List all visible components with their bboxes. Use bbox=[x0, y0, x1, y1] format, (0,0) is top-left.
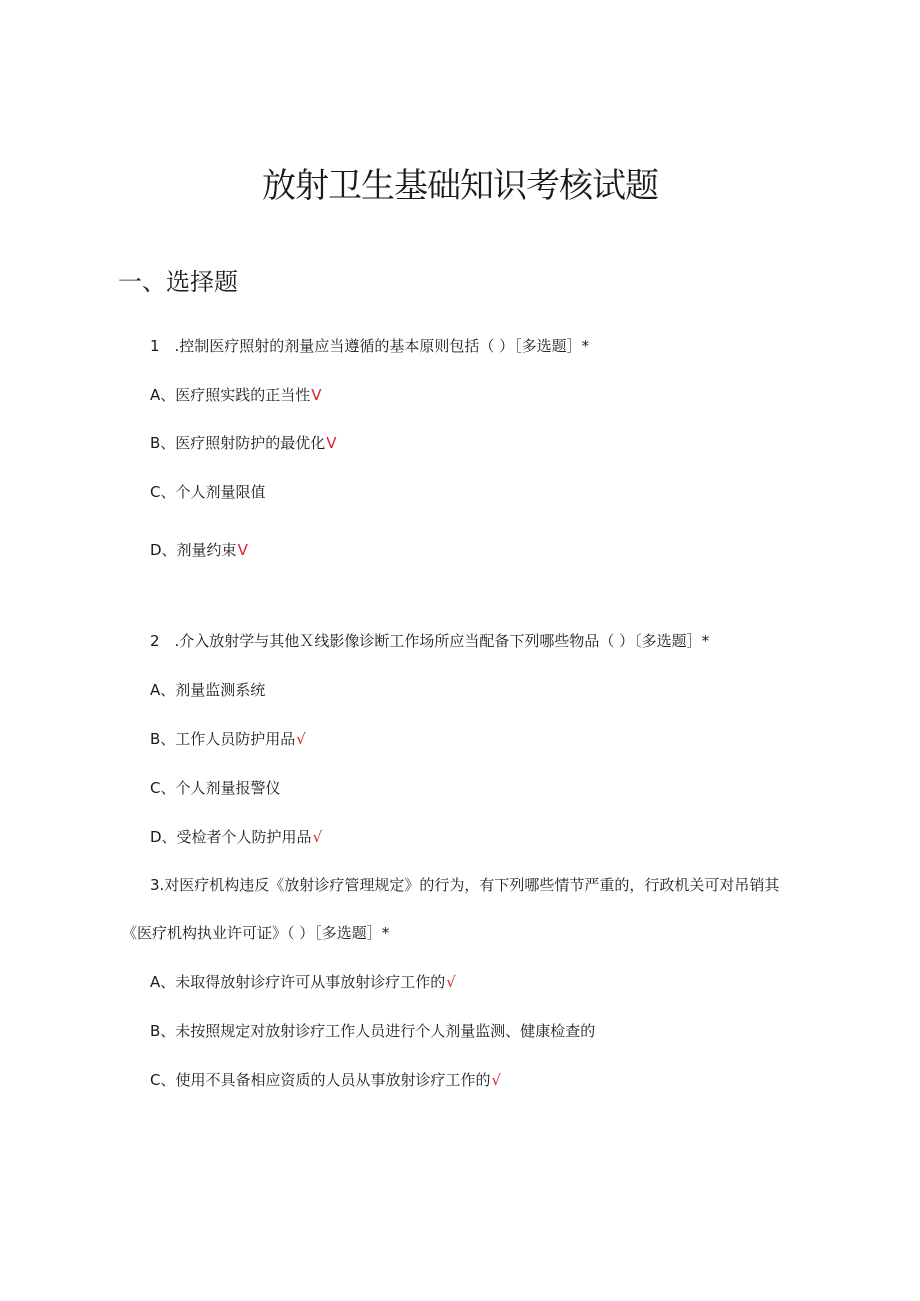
question-1-option-a bbox=[150, 383, 322, 407]
option-text: D、剂量约束 bbox=[150, 541, 237, 559]
option-text: D、受检者个人防护用品 bbox=[150, 828, 312, 846]
option-text: B、医疗照射防护的最优化 bbox=[150, 434, 326, 452]
question-3-stem-line-2: 《医疗机构执业许可证》（ ）［多选题］* bbox=[122, 924, 390, 942]
question-3-option-c bbox=[150, 1068, 501, 1092]
question-2-option-c bbox=[150, 776, 281, 800]
question-3-stem-line-1: 3.对医疗机构违反《放射诊疗管理规定》的行为，有下列哪些情节严重的，行政机关可对吊销其 bbox=[150, 876, 780, 894]
correct-check-mark: V bbox=[237, 541, 248, 559]
question-2-option-b bbox=[150, 727, 306, 751]
section-heading: 一、选择题 bbox=[118, 268, 238, 296]
question-1-option-b bbox=[150, 431, 337, 455]
option-text: B、未按照规定对放射诊疗工作人员进行个人剂量监测、健康检查的 bbox=[150, 1022, 596, 1040]
question-3-option-a bbox=[150, 970, 456, 994]
correct-check-mark: √ bbox=[296, 730, 306, 748]
question-1-option-c bbox=[150, 480, 266, 504]
option-text: B、工作人员防护用品 bbox=[150, 730, 296, 748]
option-text: C、使用不具备相应资质的人员从事放射诊疗工作的 bbox=[150, 1071, 491, 1089]
option-text: A、医疗照实践的正当性 bbox=[150, 386, 311, 404]
correct-check-mark: V bbox=[326, 434, 337, 452]
option-text: A、剂量监测系统 bbox=[150, 681, 266, 699]
option-text: C、个人剂量报警仪 bbox=[150, 779, 281, 797]
correct-check-mark: √ bbox=[312, 828, 323, 846]
question-2-option-a bbox=[150, 678, 266, 702]
question-2-stem: 2 .介入放射学与其他Ｘ线影像诊断工作场所应当配备下列哪些物品（ ）〔多选题］* bbox=[150, 632, 710, 650]
correct-check-mark: √ bbox=[491, 1071, 502, 1089]
question-3-option-b bbox=[150, 1019, 596, 1043]
question-2-option-d bbox=[150, 825, 322, 849]
question-1-option-d bbox=[150, 538, 248, 562]
correct-check-mark: V bbox=[311, 386, 322, 404]
document-title: 放射卫生基础知识考核试题 bbox=[262, 166, 658, 206]
option-text: C、个人剂量限值 bbox=[150, 483, 266, 501]
question-1-stem: 1 .控制医疗照射的剂量应当遵循的基本原则包括（ ）［多选题］* bbox=[150, 337, 590, 355]
correct-check-mark: √ bbox=[446, 973, 456, 991]
option-text: A、未取得放射诊疗许可从事放射诊疗工作的 bbox=[150, 973, 446, 991]
